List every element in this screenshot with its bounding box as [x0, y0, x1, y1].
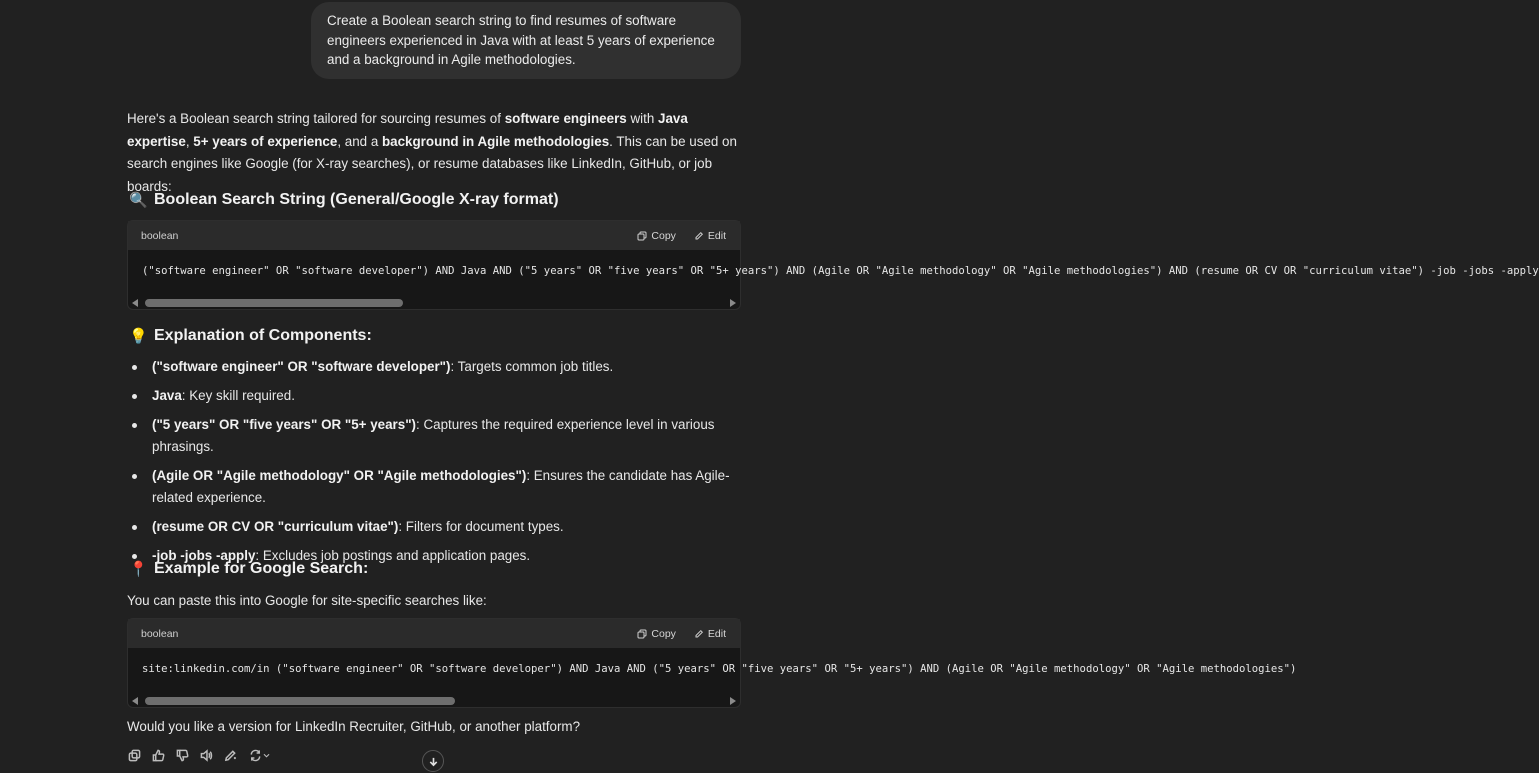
- read-aloud-button[interactable]: [199, 748, 214, 763]
- thumbs-up-button[interactable]: [151, 748, 166, 763]
- list-item: [129, 385, 741, 408]
- code-content: ("software engineer" OR "software developer") AND Java AND ("5 years" OR "five years" OR "5+ years") AND (Agile OR "Agile methodology" OR "Agile methodologies") AND (resume OR CV OR "curriculum vitae") -job -jobs -apply: [142, 265, 1539, 277]
- closing-question: Would you like a version for LinkedIn Recruiter, GitHub, or another platform?: [127, 719, 581, 734]
- list-item: [129, 465, 741, 510]
- edit-code-button[interactable]: [694, 230, 726, 242]
- regenerate-icon: [249, 749, 262, 762]
- copy-code-button[interactable]: [637, 230, 676, 242]
- magnifier-icon: 🔍: [129, 192, 148, 209]
- intro-bold: Java expertise: [127, 111, 688, 149]
- edit-icon: [694, 629, 704, 639]
- list-item: [129, 356, 741, 379]
- component-term: Java: [152, 387, 182, 403]
- scroll-left-icon[interactable]: [132, 697, 138, 705]
- component-term: ("5 years" OR "five years" OR "5+ years"): [152, 416, 417, 432]
- component-term: ("software engineer" OR "software developer"): [152, 359, 451, 374]
- intro-text: with: [626, 111, 658, 126]
- copy-label: Copy: [651, 229, 676, 242]
- code-block-header: [128, 221, 740, 250]
- pin-icon: 📍: [129, 561, 148, 578]
- edit-icon: [224, 749, 237, 762]
- component-desc: : Filters for document types.: [398, 519, 564, 535]
- speaker-icon: [200, 749, 213, 762]
- edit-label: Edit: [707, 627, 726, 640]
- components-list: [129, 356, 741, 574]
- copy-icon: [128, 749, 141, 762]
- component-term: -job -jobs -apply: [152, 547, 256, 563]
- intro-text: , and a: [337, 133, 382, 149]
- scrollbar-thumb[interactable]: [145, 299, 403, 307]
- user-message-bubble: [311, 2, 741, 79]
- chevron-down-icon: [262, 751, 271, 760]
- thumbs-down-icon: [176, 749, 189, 762]
- section-title: Explanation of Components:: [154, 327, 372, 344]
- section-title: Boolean Search String (General/Google X-ray format): [154, 191, 559, 208]
- copy-code-button[interactable]: [637, 628, 676, 640]
- edit-canvas-button[interactable]: [223, 748, 238, 763]
- example-intro: You can paste this into Google for site-specific searches like:: [127, 593, 487, 608]
- intro-text: ,: [185, 133, 194, 149]
- message-actions: [127, 748, 273, 763]
- copy-message-button[interactable]: [127, 748, 142, 763]
- lightbulb-icon: 💡: [129, 328, 148, 345]
- regenerate-button[interactable]: [247, 748, 273, 763]
- scroll-to-bottom-button[interactable]: [422, 750, 444, 772]
- section-heading-explanation: [129, 327, 372, 345]
- code-language-label: boolean: [141, 229, 179, 242]
- intro-bold: software engineers: [504, 111, 627, 126]
- code-block-header: [128, 619, 740, 648]
- component-desc: : Ensures the candidate has Agile-related experience.: [152, 467, 730, 506]
- intro-bold: 5+ years of experience: [193, 133, 338, 149]
- code-language-label: boolean: [141, 627, 179, 640]
- component-term: (resume OR CV OR "curriculum vitae"): [152, 519, 399, 535]
- section-heading-boolean: [129, 191, 559, 209]
- intro-paragraph: [127, 108, 741, 198]
- thumbs-up-icon: [152, 749, 165, 762]
- code-content: site:linkedin.com/in ("software engineer" OR "software developer") AND Java AND ("5 years" OR "five years" OR "5+ years") AND (Agile OR "Agile methodology" OR "Agile methodologies"): [142, 663, 1297, 675]
- intro-bold: background in Agile methodologies: [381, 133, 610, 149]
- code-block-google: [127, 618, 1297, 708]
- code-block-boolean: [127, 220, 1539, 310]
- component-desc: : Excludes job postings and application pages.: [255, 547, 531, 563]
- intro-text: . This can be used on search engines like Google (for X-ray searches), or resume databases like LinkedIn, GitHub, or job boards:: [127, 133, 737, 194]
- intro-text: Here's a Boolean search string tailored for sourcing resumes of: [127, 111, 505, 126]
- arrow-down-icon: [428, 756, 439, 767]
- list-item: [129, 414, 741, 459]
- scroll-left-icon[interactable]: [132, 299, 138, 307]
- copy-label: Copy: [651, 627, 676, 640]
- list-item: [129, 516, 741, 539]
- copy-icon: [637, 231, 647, 241]
- edit-code-button[interactable]: [694, 628, 726, 640]
- horizontal-scrollbar[interactable]: [128, 296, 740, 309]
- scrollbar-thumb[interactable]: [145, 697, 455, 705]
- component-desc: : Targets common job titles.: [450, 359, 614, 374]
- scroll-right-icon[interactable]: [730, 697, 736, 705]
- scroll-right-icon[interactable]: [730, 299, 736, 307]
- user-message-text: Create a Boolean search string to find resumes of software engineers experienced in Java with at least 5 years of experience and a background in Agile methodologies.: [327, 13, 715, 67]
- thumbs-down-button[interactable]: [175, 748, 190, 763]
- edit-icon: [694, 231, 704, 241]
- component-term: (Agile OR "Agile methodology" OR "Agile methodologies"): [152, 467, 527, 483]
- copy-icon: [637, 629, 647, 639]
- horizontal-scrollbar[interactable]: [128, 694, 740, 707]
- component-desc: : Captures the required experience level in various phrasings.: [152, 416, 715, 455]
- assistant-intro: [127, 108, 741, 198]
- section-heading-example: [129, 560, 368, 578]
- component-desc: : Key skill required.: [181, 387, 295, 403]
- section-title: Example for Google Search:: [154, 560, 369, 577]
- edit-label: Edit: [707, 229, 726, 242]
